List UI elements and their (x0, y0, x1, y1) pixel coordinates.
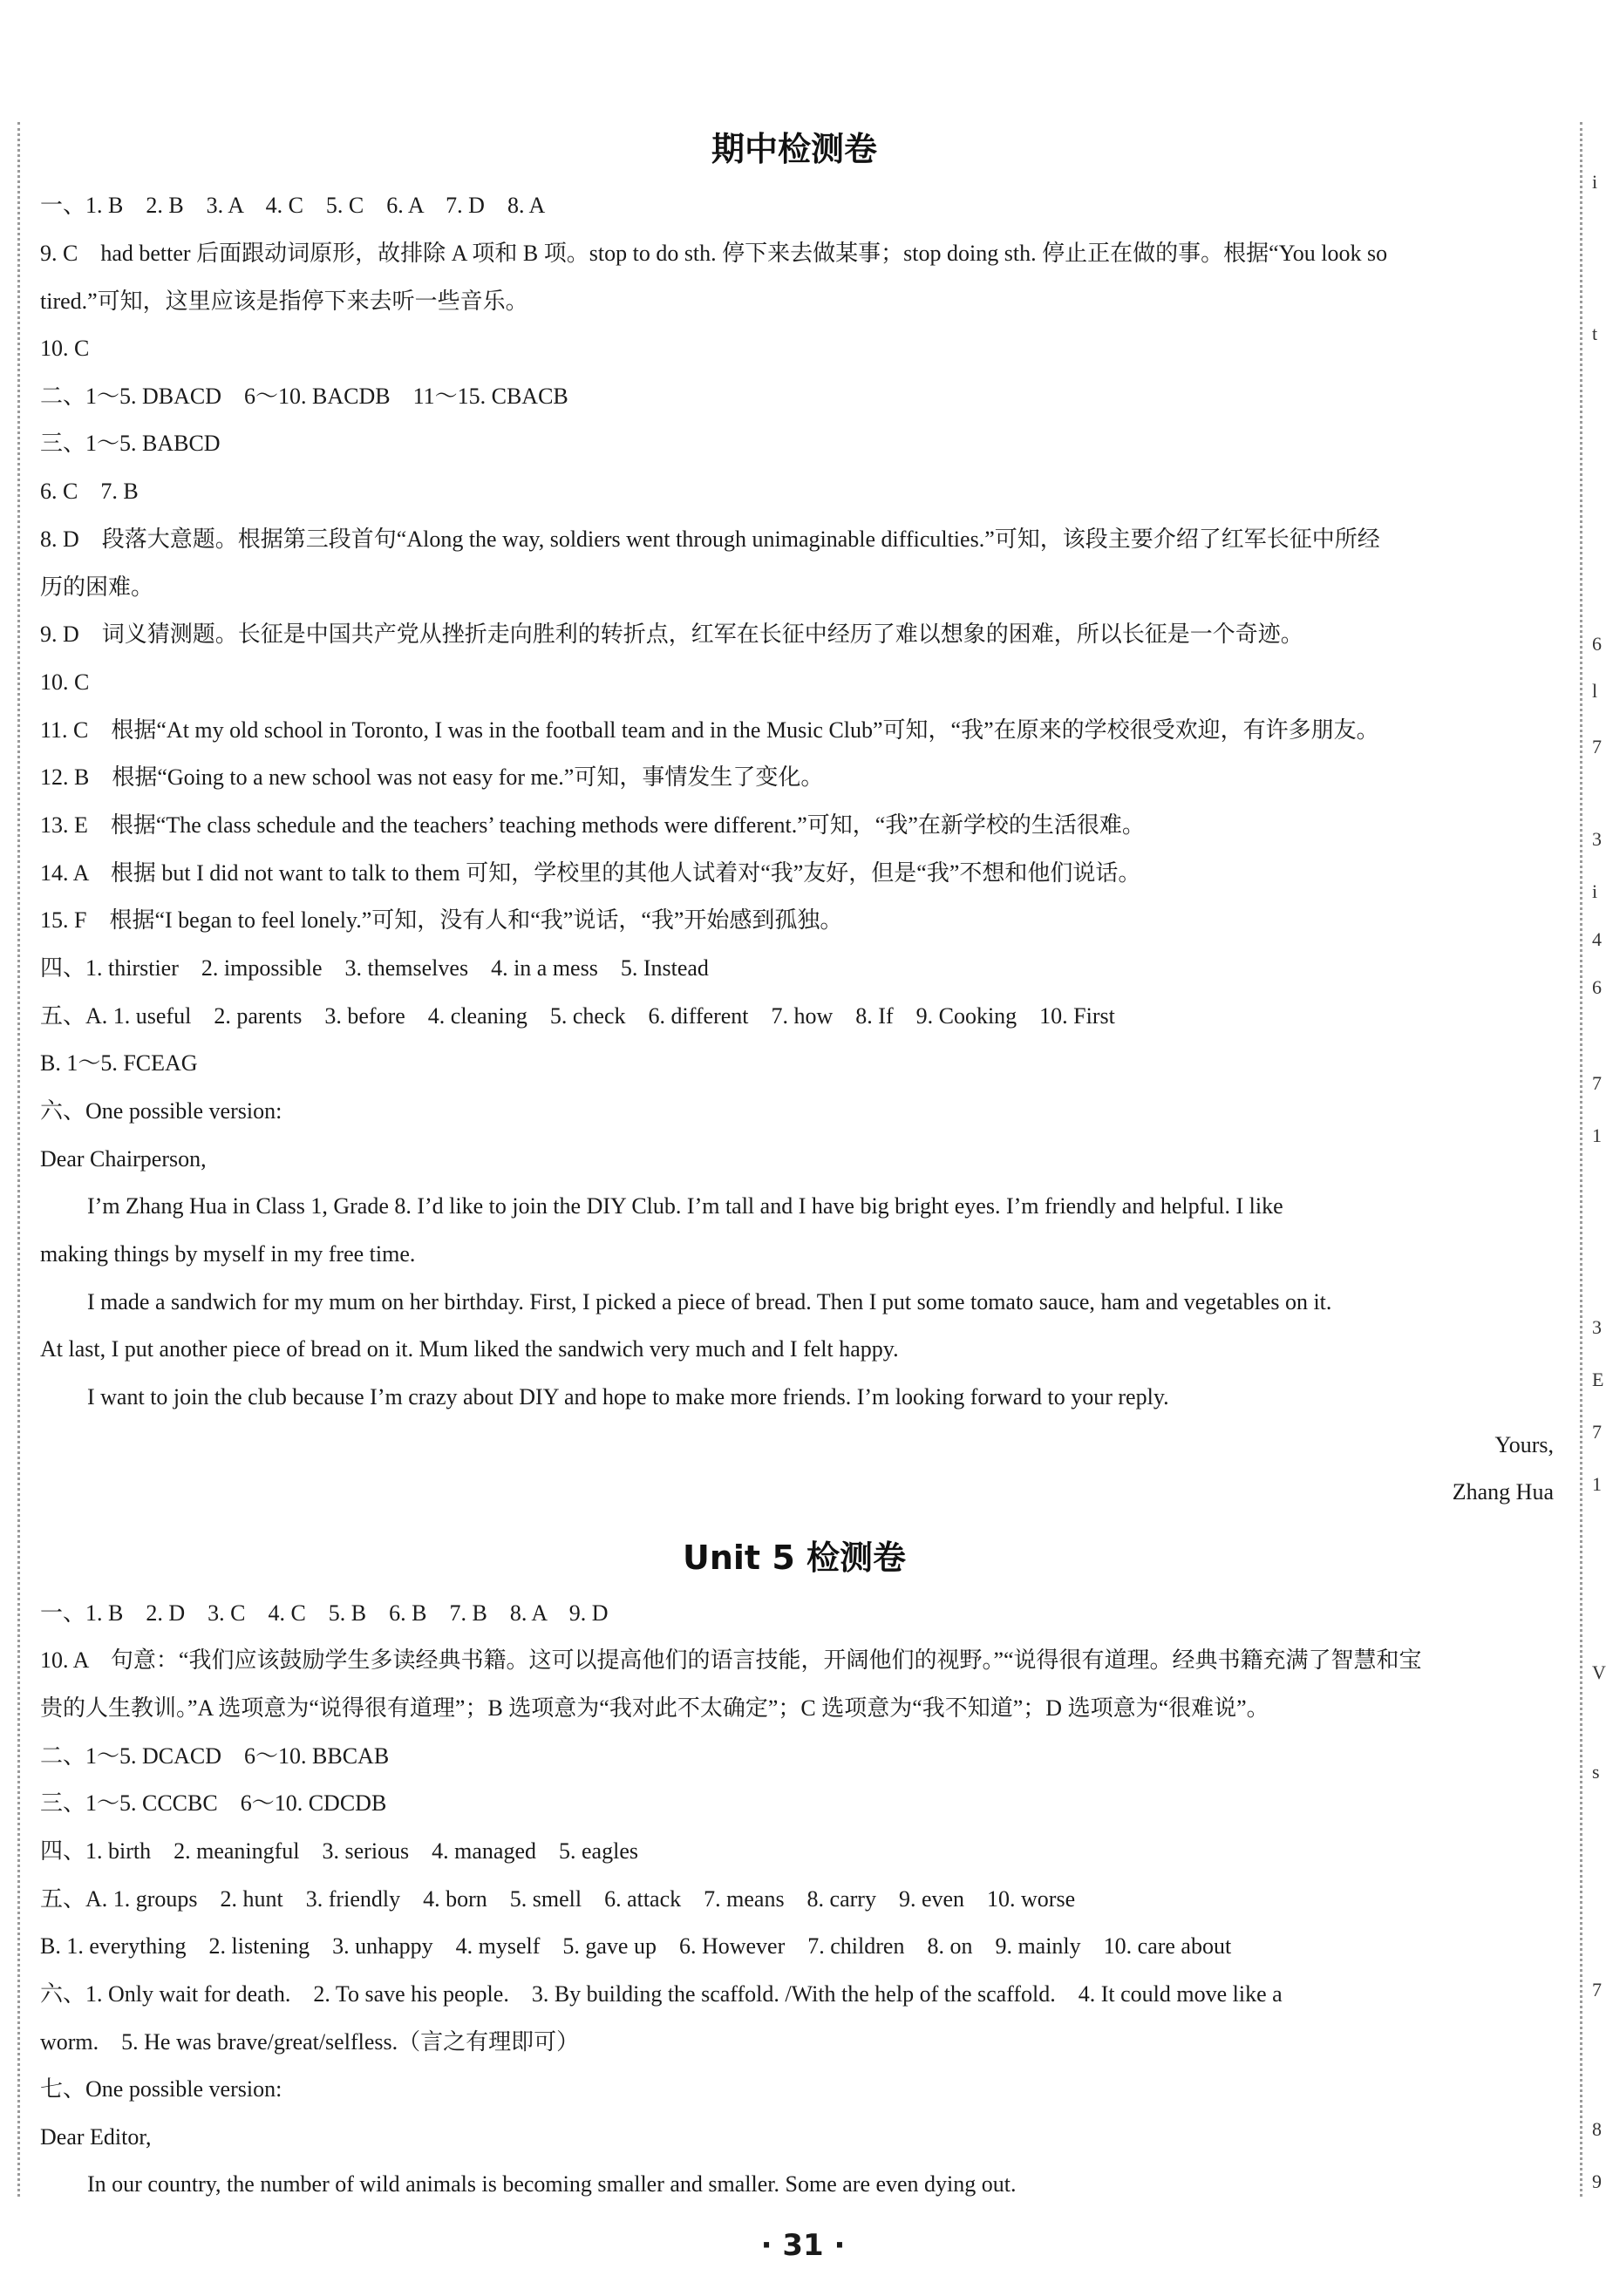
edge-fragment: 6 (1592, 976, 1602, 998)
letter-paragraph: making things by myself in my free time. (40, 1241, 416, 1267)
answer-line: 10. C (40, 336, 90, 361)
edge-fragment: i (1592, 171, 1598, 193)
answer-line: 11. C 根据“At my old school in Toronto, I was in the football team and in the Music Club”可知，“我”在原来的学校很受欢迎，有许多朋友。 (40, 717, 1379, 743)
answer-line: 六、One possible version: (40, 1098, 282, 1124)
answer-line: 13. E 根据“The class schedule and the teachers’ teaching methods were different.”可知，“我”在新学校的生活很难。 (40, 812, 1145, 838)
answer-line: 9. C had better 后面跟动词原形，故排除 A 项和 B 项。stop to do sth. 停下来去做某事；stop doing sth. 停止正在做的事。根据“You look so (40, 241, 1388, 266)
edge-fragment: 1 (1592, 1473, 1602, 1495)
edge-fragment: i (1592, 880, 1598, 902)
answer-line: 9. D 词义猜测题。长征是中国共产党从挫折走向胜利的转折点，红军在长征中经历了难以想象的困难，所以长征是一个奇迹。 (40, 622, 1303, 647)
letter-paragraph: I made a sandwich for my mum on her birthday. First, I picked a piece of bread. Then I put some tomato sauce, ham and vegetables on it. (87, 1289, 1332, 1314)
edge-fragment: 8 (1592, 2118, 1602, 2140)
edge-fragment: 3 (1592, 1316, 1602, 1338)
answer-line: 10. C (40, 669, 90, 695)
answer-line: 五、A. 1. groups 2. hunt 3. friendly 4. born 5. smell 6. attack 7. means 8. carry 9. even 10. worse (40, 1886, 1076, 1912)
answer-line: 四、1. thirstier 2. impossible 3. themselves 4. in a mess 5. Instead (40, 955, 709, 981)
page-number: · 31 · (760, 2228, 846, 2263)
edge-fragment: 9 (1592, 2170, 1602, 2192)
letter-paragraph: I want to join the club because I’m crazy about DIY and hope to make more friends. I’m looking forward to your reply. (87, 1384, 1169, 1410)
letter-paragraph: At last, I put another piece of bread on it. Mum liked the sandwich very much and I felt happy. (40, 1336, 899, 1362)
edge-fragment: s (1592, 1761, 1600, 1783)
letter-salutation: Dear Editor, (40, 2124, 152, 2150)
answer-line: 三、1～5. BABCD (40, 431, 221, 456)
edge-fragment: 7 (1592, 1421, 1602, 1443)
answer-line: 10. A 句意：“我们应该鼓励学生多读经典书籍。这可以提高他们的语言技能，开阔他们的视野。”“说得很有道理。经典书籍充满了智慧和宝 (40, 1647, 1422, 1673)
answer-line: 二、1～5. DCACD 6～10. BBCAB (40, 1743, 390, 1769)
answer-line: 贵的人生教训。”A 选项意为“说得很有道理”；B 选项意为“我对此不太确定”；C 选项意为“我不知道”；D 选项意为“很难说”。 (40, 1695, 1269, 1721)
answer-line: 8. D 段落大意题。根据第三段首句“Along the way, soldiers went through unimaginable difficulties.”可知，该段主要介绍了红军长征中所经 (40, 526, 1380, 552)
answer-line: 七、One possible version: (40, 2076, 282, 2102)
edge-fragment: 7 (1592, 736, 1602, 757)
edge-fragment: 7 (1592, 1072, 1602, 1094)
answer-line: 14. A 根据 but I did not want to talk to them 可知，学校里的其他人试着对“我”友好，但是“我”不想和他们说话。 (40, 860, 1141, 886)
letter-signature: Zhang Hua (1452, 1479, 1554, 1505)
answer-line: 一、1. B 2. D 3. C 4. C 5. B 6. B 7. B 8. A 9. D (40, 1600, 609, 1626)
letter-paragraph: In our country, the number of wild animals is becoming smaller and smaller. Some are even dying out. (87, 2171, 1017, 2197)
answer-line: 四、1. birth 2. meaningful 3. serious 4. managed 5. eagles (40, 1838, 638, 1864)
letter-paragraph: I’m Zhang Hua in Class 1, Grade 8. I’d like to join the DIY Club. I’m tall and I have big bright eyes. I’m friendly and helpful. I like (87, 1193, 1283, 1219)
edge-fragment: 3 (1592, 828, 1602, 850)
answer-line: 15. F 根据“I began to feel lonely.”可知，没有人和“我”说话，“我”开始感到孤独。 (40, 907, 843, 933)
answer-line: B. 1. everything 2. listening 3. unhappy 4. myself 5. gave up 6. However 7. children 8. on 9. mainly 10. care about (40, 1933, 1232, 1959)
edge-fragment: t (1592, 323, 1598, 344)
answer-line: 五、A. 1. useful 2. parents 3. before 4. cleaning 5. check 6. different 7. how 8. If 9. Cooking 10. First (40, 1003, 1115, 1029)
edge-fragment: l (1592, 680, 1598, 702)
edge-fragment: V (1592, 1661, 1606, 1683)
left-dotted-margin (17, 122, 20, 2197)
answer-line: 六、1. Only wait for death. 2. To save his people. 3. By building the scaffold. /With the help of the scaffold. 4. It could move like a (40, 1981, 1283, 2007)
section-title-unit5: Unit 5 检测卷 (683, 1539, 906, 1577)
answer-line: 历的困难。 (40, 574, 154, 600)
letter-closing: Yours, (1494, 1432, 1554, 1457)
edge-fragment: E (1592, 1369, 1604, 1390)
answer-line: worm. 5. He was brave/great/selfless.（言之有理即可） (40, 2029, 580, 2055)
edge-fragment: 1 (1592, 1124, 1602, 1146)
answer-line: 12. B 根据“Going to a new school was not easy for me.”可知，事情发生了变化。 (40, 764, 824, 790)
edge-fragment: 6 (1592, 633, 1602, 655)
answer-line: 三、1～5. CCCBC 6～10. CDCDB (40, 1790, 387, 1816)
right-dotted-margin (1580, 122, 1582, 2197)
answer-line: B. 1～5. FCEAG (40, 1050, 198, 1076)
edge-fragment: 4 (1592, 928, 1602, 950)
edge-fragment: 7 (1592, 1979, 1602, 2001)
section-title-midterm: 期中检测卷 (711, 130, 877, 168)
answer-line: 6. C 7. B (40, 479, 139, 504)
answer-line: 二、1～5. DBACD 6～10. BACDB 11～15. CBACB (40, 384, 568, 409)
answer-line: tired.”可知，这里应该是指停下来去听一些音乐。 (40, 289, 528, 314)
letter-salutation: Dear Chairperson, (40, 1146, 207, 1172)
answer-line: 一、1. B 2. B 3. A 4. C 5. C 6. A 7. D 8. A (40, 193, 546, 218)
